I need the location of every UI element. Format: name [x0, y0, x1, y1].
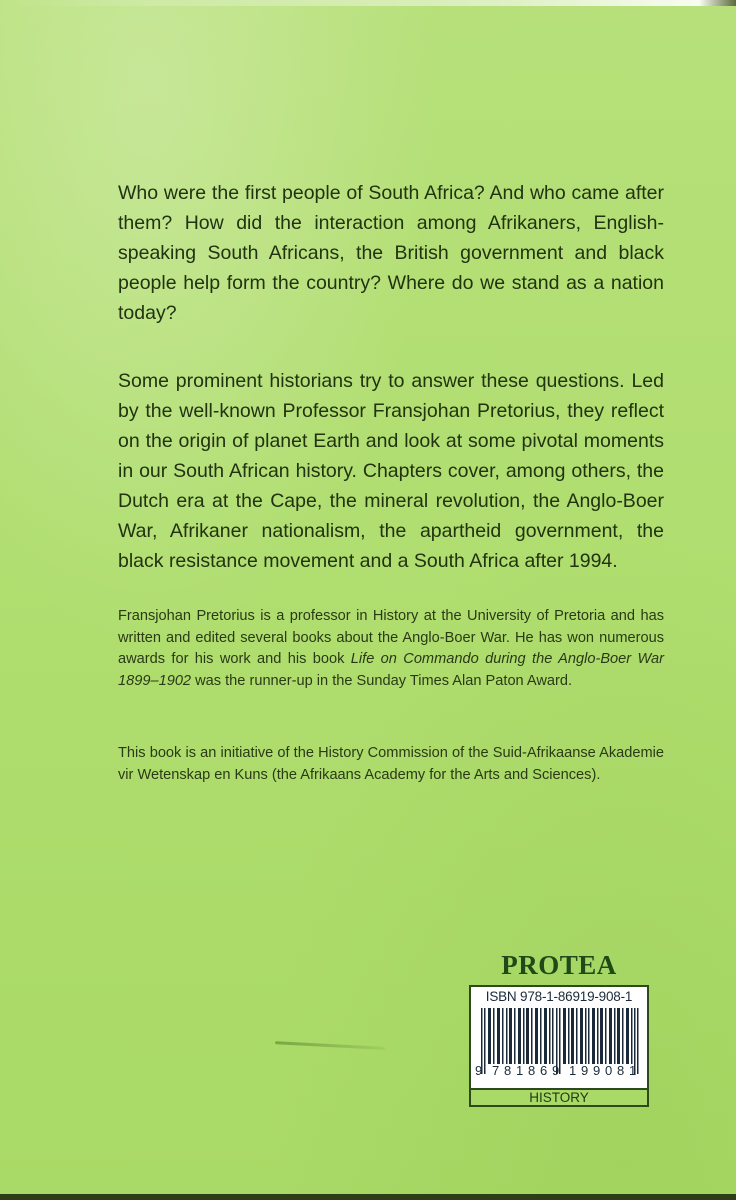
blurb-paragraph-summary: Some prominent historians try to answer these questions. Led by the well-known Professor Fransjohan Pretorius, they reflect on the origin of planet Earth and look at some pivotal moments in our South African history. Chapters cover, among others, the Dutch era at the Cape, the mineral revolution, the Anglo-Boer War, Afrikaner nationalism, the apartheid government, the black resistance movement and a South Africa after 1994. [118, 370, 664, 572]
barcode-digit: 7 [492, 1063, 500, 1078]
publisher-logo: PROTEA [501, 950, 617, 980]
barcode-digit: 8 [504, 1063, 512, 1078]
barcode-digit: 8 [617, 1063, 625, 1078]
barcode-digit: 1 [516, 1063, 524, 1078]
barcode-digit: 9 [581, 1063, 589, 1078]
book-top-edge [0, 0, 736, 6]
blurb-paragraph-questions: Who were the first people of South Africa? And who came after them? How did the interaction among Afrikaners, English-speaking South Africans, the British government and black people help form the country? Where do we stand as a nation today? [118, 182, 664, 324]
barcode-digit: 9 [593, 1063, 601, 1078]
book-bottom-edge [0, 1194, 736, 1200]
isbn-label: ISBN 978-1-86919-908-1 [485, 989, 633, 1004]
barcode-digit: 1 [569, 1063, 577, 1078]
initiative-note: This book is an initiative of the History Commission of the Suid-Afrikaanse Akademie vir Wetenskap en Kuns (the Afrikaans Academy for the Arts and Sciences). [118, 745, 664, 783]
author-bio-text-start: Fransjohan Pretorius is a professor in History at the University of Pretoria and has written and edited several books about the Anglo-Boer War. He has won numerous awards for his work and his book [118, 608, 664, 667]
author-bio-text-end: was the runner-up in the Sunday Times Alan Paton Award. [191, 672, 573, 689]
barcode-digit: 9 [552, 1063, 560, 1078]
author-book-title: Life on Commando during the Anglo-Boer War 1899–1902 [118, 651, 664, 689]
barcode-digit: 1 [629, 1063, 637, 1078]
author-bio [118, 606, 664, 692]
barcode-digit: 0 [605, 1063, 613, 1078]
barcode-digit: 6 [540, 1063, 548, 1078]
barcode-digit: 8 [528, 1063, 536, 1078]
category-label: HISTORY [471, 1088, 647, 1105]
isbn-barcode-block [469, 985, 649, 1107]
barcode-digit: 9 [475, 1063, 483, 1078]
cover-scuff-mark [275, 1041, 385, 1050]
